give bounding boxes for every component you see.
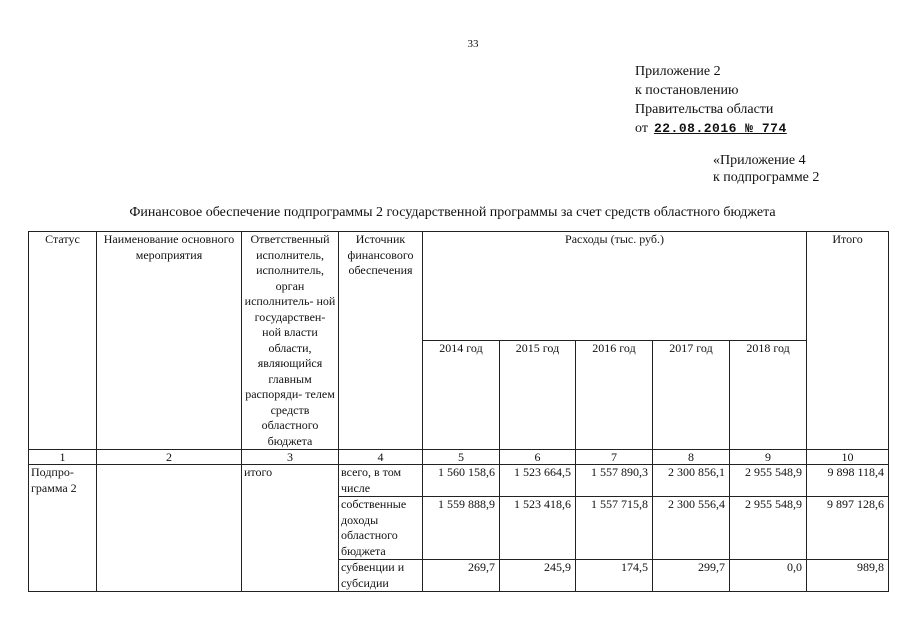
value-cell: 2 955 548,9	[730, 465, 807, 497]
column-number: 8	[653, 450, 730, 465]
status-cell: Подпро- грамма 2	[29, 465, 97, 592]
annex-line-4	[635, 119, 787, 138]
activity-cell	[97, 465, 242, 592]
table-row	[29, 465, 889, 497]
total-cell: 9 897 128,6	[807, 497, 889, 560]
value-cell: 1 560 158,6	[423, 465, 500, 497]
header-year: 2018 год	[730, 341, 807, 450]
column-number: 1	[29, 450, 97, 465]
header-activity: Наименование основного мероприятия	[97, 232, 242, 450]
source-cell: всего, в том числе	[339, 465, 423, 497]
header-status: Статус	[29, 232, 97, 450]
header-source: Источник финансового обеспечения	[339, 232, 423, 450]
annex-from-label: от	[635, 121, 648, 136]
header-year: 2016 год	[576, 341, 653, 450]
annex-reference	[713, 152, 819, 186]
responsible-cell: итого	[242, 465, 339, 592]
value-cell: 1 523 664,5	[500, 465, 576, 497]
value-cell: 2 955 548,9	[730, 497, 807, 560]
header-responsible: Ответственный исполнитель, исполнитель, орган исполнитель- ной государствен- ной власти области, являющийся главным распоряди- телем средств областного бюджета	[242, 232, 339, 450]
value-cell: 299,7	[653, 560, 730, 592]
header-expenses: Расходы (тыс. руб.)	[423, 232, 807, 341]
value-cell: 2 300 856,1	[653, 465, 730, 497]
column-number: 3	[242, 450, 339, 465]
value-cell: 174,5	[576, 560, 653, 592]
source-cell: субвенции и субсидии	[339, 560, 423, 592]
annex-line-2: к постановлению	[635, 83, 739, 98]
value-cell: 245,9	[500, 560, 576, 592]
column-number: 7	[576, 450, 653, 465]
source-cell: собственные доходы областного бюджета	[339, 497, 423, 560]
header-total: Итого	[807, 232, 889, 450]
annex-reference-line-1: «Приложение 4	[713, 153, 806, 168]
financing-table	[28, 231, 889, 592]
total-cell: 9 898 118,4	[807, 465, 889, 497]
column-number: 10	[807, 450, 889, 465]
column-number: 4	[339, 450, 423, 465]
annex-reference-line-2: к подпрограмме 2	[713, 170, 820, 185]
value-cell: 0,0	[730, 560, 807, 592]
annex-line-1: Приложение 2	[635, 64, 721, 79]
value-cell: 1 557 890,3	[576, 465, 653, 497]
value-cell: 1 557 715,8	[576, 497, 653, 560]
document-title: Финансовое обеспечение подпрограммы 2 государственной программы за счет средств областного бюджета	[129, 205, 776, 220]
header-year: 2015 год	[500, 341, 576, 450]
annex-line-3: Правительства области	[635, 102, 774, 117]
value-cell: 2 300 556,4	[653, 497, 730, 560]
decree-date-number: 22.08.2016 № 774	[653, 121, 787, 136]
value-cell: 269,7	[423, 560, 500, 592]
header-year: 2017 год	[653, 341, 730, 450]
column-number: 5	[423, 450, 500, 465]
column-number-row	[29, 450, 889, 465]
total-cell: 989,8	[807, 560, 889, 592]
value-cell: 1 559 888,9	[423, 497, 500, 560]
column-number: 9	[730, 450, 807, 465]
page-number: 33	[467, 38, 479, 50]
annex-header	[635, 62, 787, 138]
value-cell: 1 523 418,6	[500, 497, 576, 560]
header-year: 2014 год	[423, 341, 500, 450]
column-number: 2	[97, 450, 242, 465]
header-row-1	[29, 232, 889, 341]
column-number: 6	[500, 450, 576, 465]
